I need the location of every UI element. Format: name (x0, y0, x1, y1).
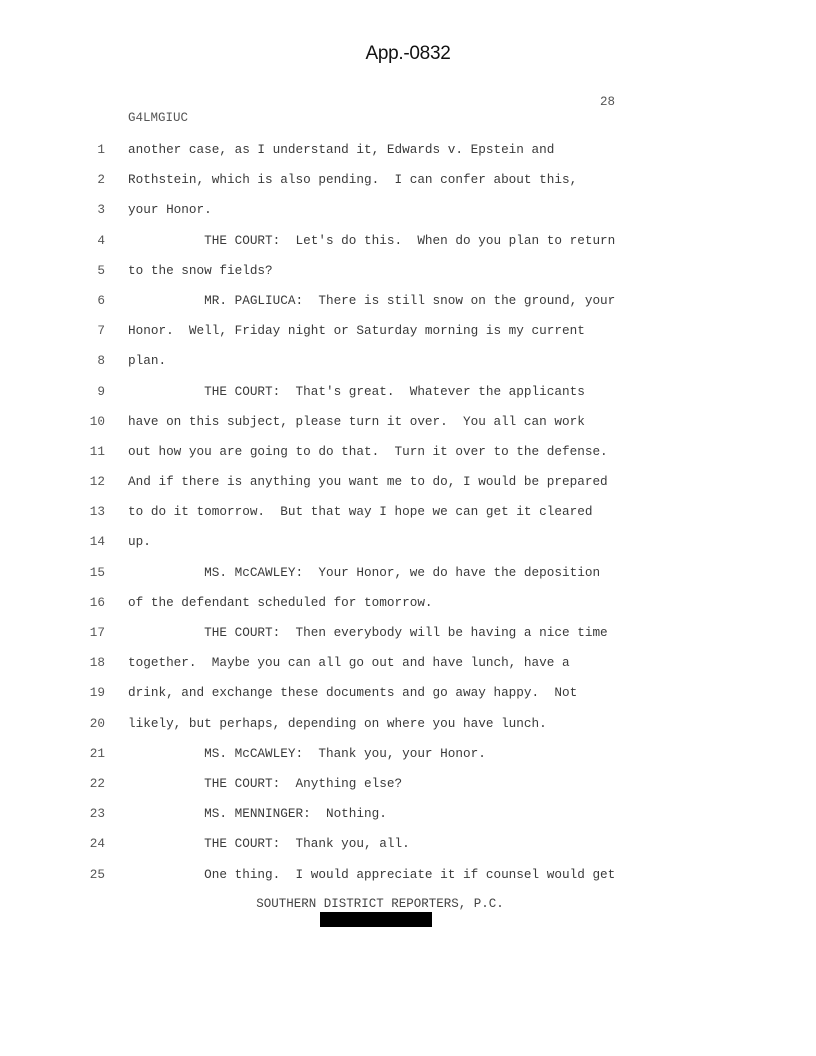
line-text: THE COURT: That's great. Whatever the applicants (128, 383, 585, 399)
transcript-line (0, 716, 816, 746)
line-number: 2 (97, 172, 105, 188)
transcript-line (0, 806, 816, 836)
transcript-line (0, 233, 816, 263)
line-text: MR. PAGLIUCA: There is still snow on the ground, your (128, 292, 616, 308)
transcript-line (0, 474, 816, 504)
line-number: 9 (97, 383, 105, 399)
line-number: 16 (89, 594, 105, 610)
transcript-line (0, 565, 816, 595)
transcript-line (0, 293, 816, 323)
line-text: plan. (128, 353, 167, 369)
line-number: 17 (89, 625, 105, 640)
transcript-line (0, 867, 816, 897)
line-text: to do it tomorrow. But that way I hope we can get it cleared (128, 504, 593, 520)
line-number: 14 (89, 534, 105, 550)
transcript-line (0, 625, 816, 655)
transcript-line (0, 202, 816, 232)
line-number: 13 (89, 504, 105, 520)
line-number: 24 (89, 836, 105, 852)
redaction-bar (320, 912, 432, 927)
line-number: 7 (97, 323, 105, 339)
line-text: THE COURT: Anything else? (128, 775, 403, 791)
line-number: 21 (89, 745, 105, 761)
transcript-line (0, 353, 816, 383)
line-number: 3 (97, 202, 105, 218)
transcript-line (0, 504, 816, 534)
line-number: 18 (89, 655, 105, 671)
line-text: MS. McCAWLEY: Thank you, your Honor. (128, 745, 486, 761)
line-number: 12 (89, 474, 105, 490)
transcript-line (0, 142, 816, 172)
line-number: 1 (97, 142, 105, 157)
line-text: MS. MENNINGER: Nothing. (128, 806, 387, 822)
transcript-line (0, 746, 816, 776)
line-number: 4 (97, 232, 105, 248)
line-text: together. Maybe you can all go out and have lunch, have a (128, 655, 570, 671)
line-text: THE COURT: Thank you, all. (128, 836, 410, 852)
line-text: MS. McCAWLEY: Your Honor, we do have the deposition (128, 564, 601, 580)
line-number: 15 (89, 564, 105, 580)
transcript-line (0, 534, 816, 564)
court-reporter-footer: SOUTHERN DISTRICT REPORTERS, P.C. (256, 897, 504, 911)
line-text: THE COURT: Then everybody will be having a nice time (128, 625, 608, 640)
line-text: And if there is anything you want me to do, I would be prepared (128, 474, 608, 490)
line-text: out how you are going to do that. Turn it over to the defense. (128, 443, 608, 459)
line-number: 22 (89, 775, 105, 791)
line-number: 20 (89, 715, 105, 731)
line-text: likely, but perhaps, depending on where you have lunch. (128, 715, 547, 731)
appendix-page-number: App.-0832 (365, 43, 451, 64)
line-number: 25 (89, 866, 105, 882)
transcript-line (0, 444, 816, 474)
case-code: G4LMGIUC (128, 111, 189, 125)
transcript-line (0, 323, 816, 353)
line-text: have on this subject, please turn it over. You all can work (128, 413, 585, 429)
line-number: 23 (89, 806, 105, 822)
line-text: of the defendant scheduled for tomorrow. (128, 594, 433, 610)
transcript-page-number: 28 (600, 95, 616, 109)
transcript-line (0, 595, 816, 625)
transcript-line (0, 655, 816, 685)
line-text: drink, and exchange these documents and go away happy. Not (128, 685, 578, 701)
line-number: 10 (89, 413, 105, 429)
line-text: to the snow fields? (128, 262, 273, 278)
line-number: 8 (97, 353, 105, 369)
line-number: 6 (97, 292, 105, 308)
line-text: your Honor. (128, 202, 212, 218)
line-text: Rothstein, which is also pending. I can confer about this, (128, 172, 578, 188)
transcript-line (0, 414, 816, 444)
line-text: One thing. I would appreciate it if counsel would get (128, 866, 616, 882)
line-text: THE COURT: Let's do this. When do you plan to return (128, 232, 616, 248)
transcript-line (0, 263, 816, 293)
line-text: another case, as I understand it, Edwards v. Epstein and (128, 142, 555, 157)
transcript-line (0, 384, 816, 414)
line-number: 19 (89, 685, 105, 701)
line-number: 11 (89, 443, 105, 459)
transcript-line (0, 172, 816, 202)
transcript-line (0, 836, 816, 866)
transcript-body (0, 142, 816, 897)
transcript-line (0, 685, 816, 715)
line-text: up. (128, 534, 151, 550)
line-text: Honor. Well, Friday night or Saturday morning is my current (128, 323, 585, 339)
transcript-line (0, 776, 816, 806)
line-number: 5 (97, 262, 105, 278)
